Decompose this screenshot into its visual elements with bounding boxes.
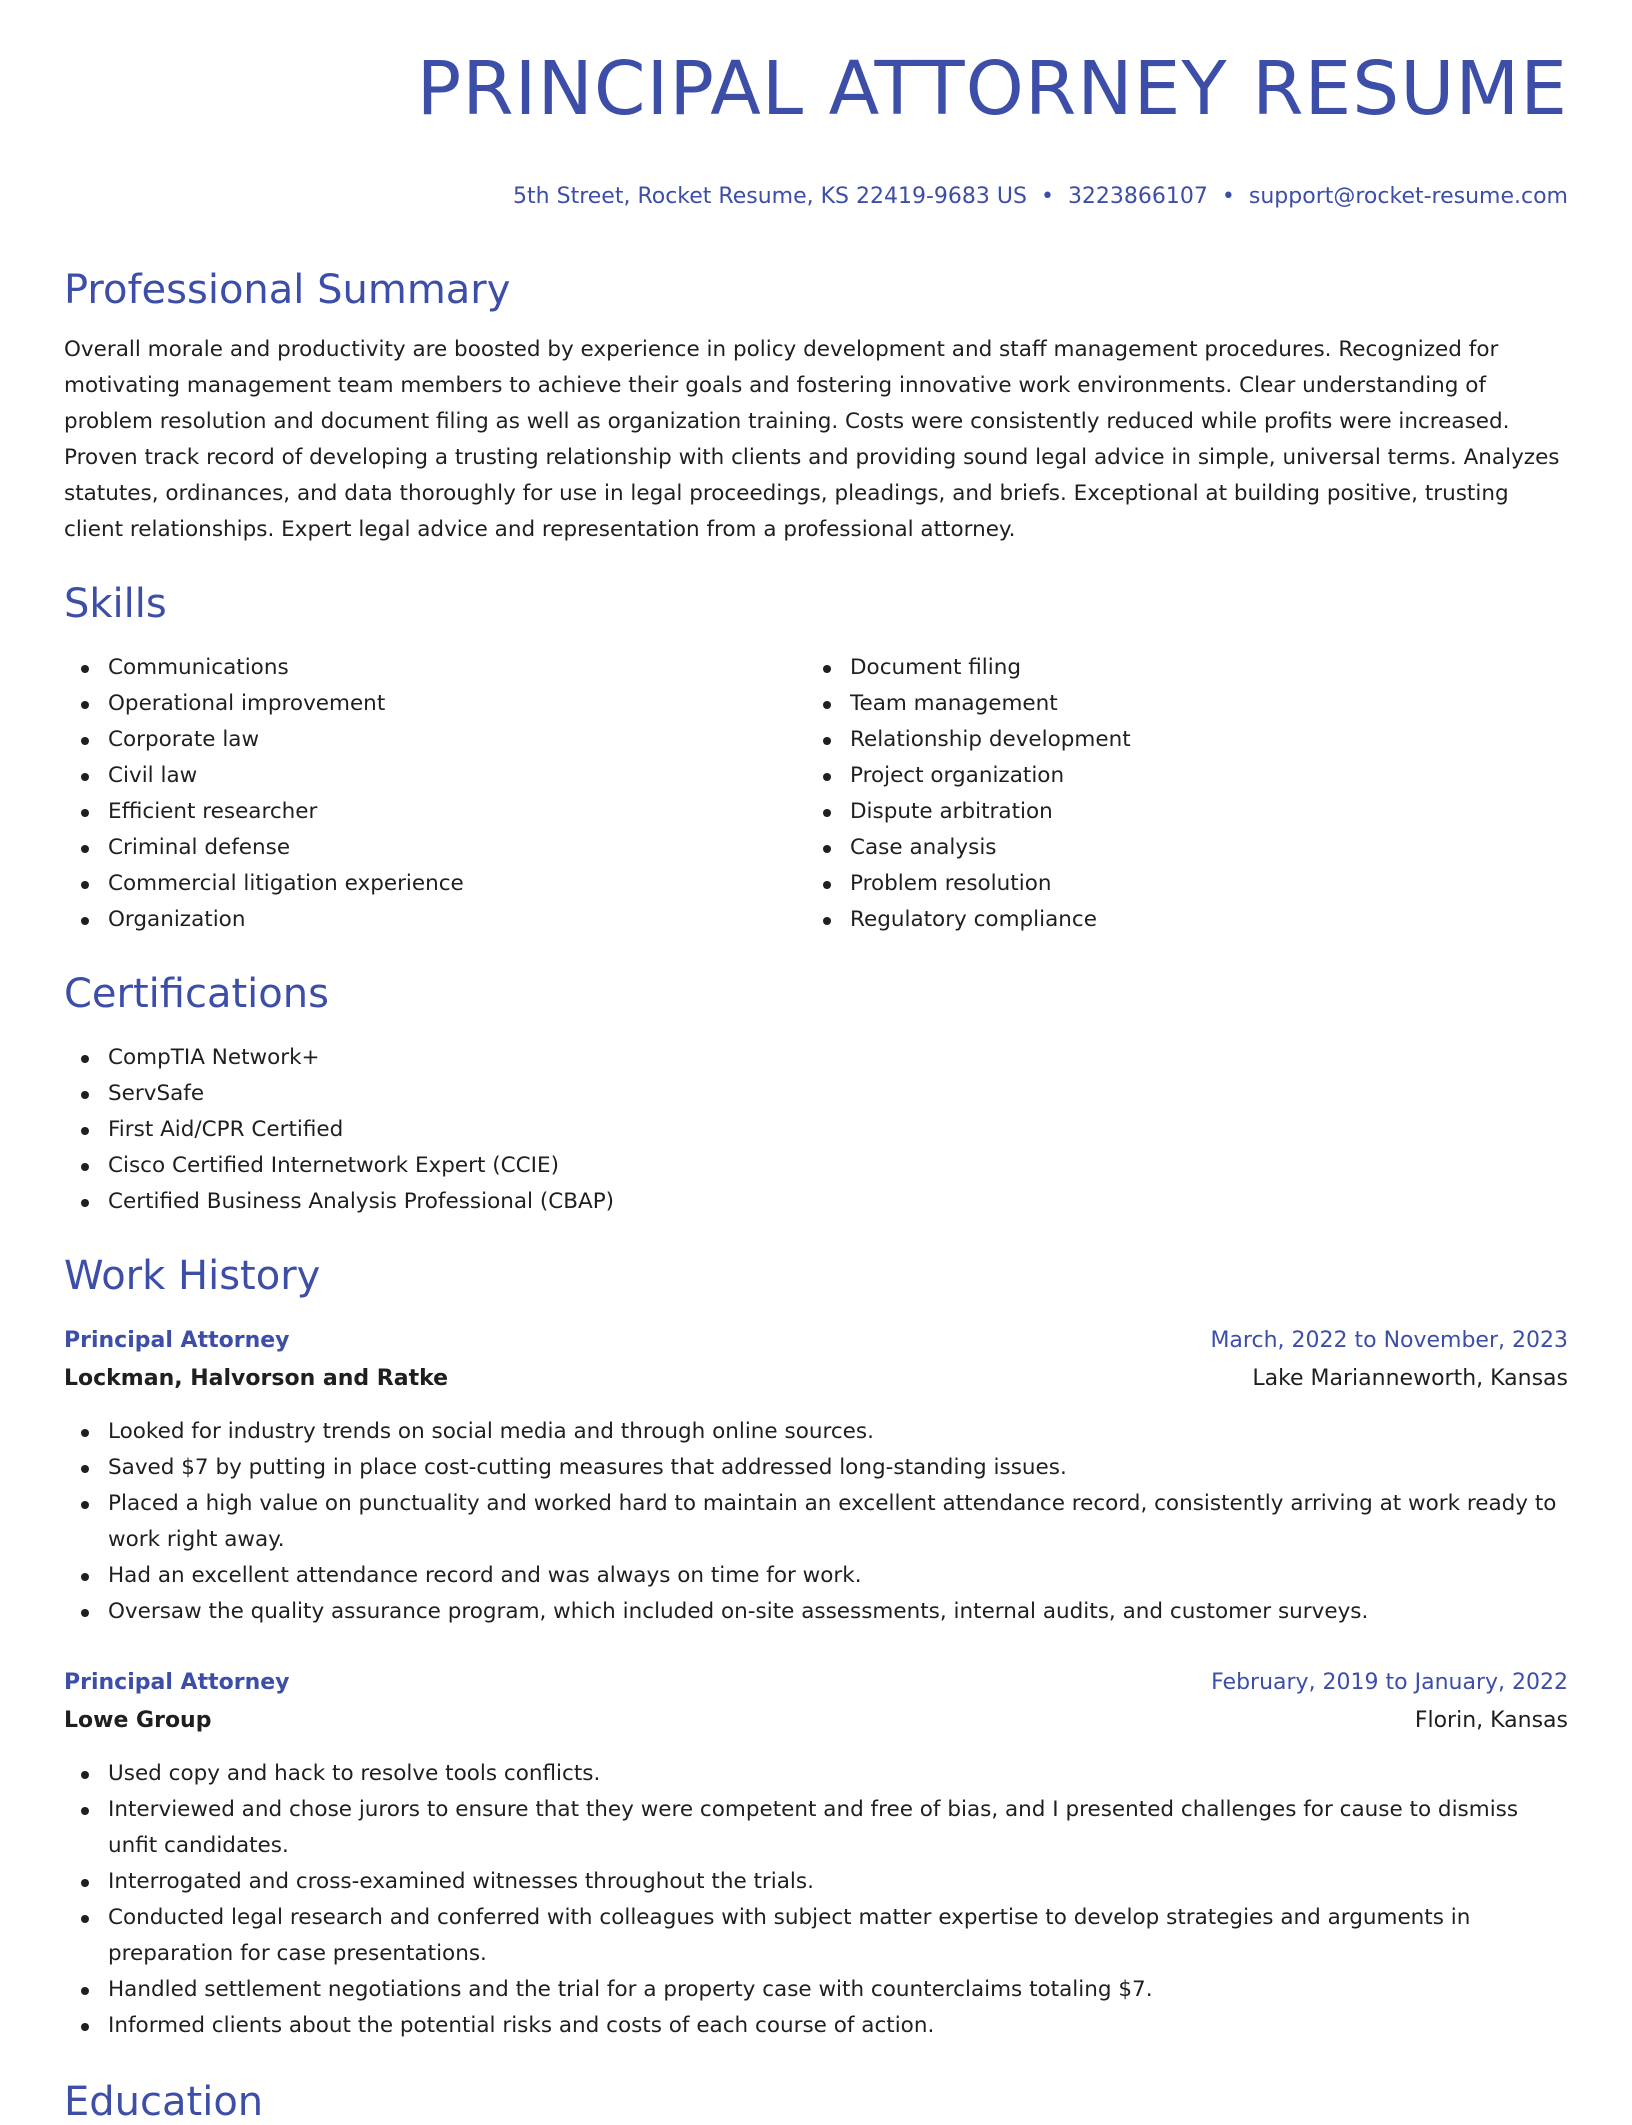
skills-list-right: [806, 650, 1566, 938]
skill-item: Document filing: [806, 650, 1566, 686]
certification-item: ServSafe: [64, 1076, 1568, 1112]
job-bullet: Oversaw the quality assurance program, which included on-site assessments, internal audits, and customer surveys.: [64, 1594, 1568, 1630]
job-dates: March, 2022 to November, 2023: [1210, 1328, 1568, 1353]
job-entry: [64, 1664, 1568, 2044]
education-heading: Education: [64, 2079, 264, 2125]
skill-item: Commercial litigation experience: [64, 866, 804, 902]
certifications-heading: Certifications: [64, 971, 329, 1017]
skills-heading: Skills: [64, 581, 167, 627]
certification-item: First Aid/CPR Certified: [64, 1112, 1568, 1148]
summary-text: Overall morale and productivity are boosted by experience in policy development and staff management procedures. Recognized for motivating management team members to achieve their goals and fostering innovative work environments. Clear understanding of problem resolution and document filing as well as organization training. Costs were consistently reduced while profits were increased. Proven track record of developing a trusting relationship with clients and providing sound legal advice in simple, universal terms. Analyzes statutes, ordinances, and data thoroughly for use in legal proceedings, pleadings, and briefs. Exceptional at building positive, trusting client relationships. Expert legal advice and representation from a professional attorney.: [64, 337, 1560, 542]
job-bullet: Conducted legal research and conferred with colleagues with subject matter expertise to develop strategies and arguments in preparation for case presentations.: [64, 1900, 1568, 1972]
job-bullet: Placed a high value on punctuality and worked hard to maintain an excellent attendance record, consistently arriving at work ready to work right away.: [64, 1486, 1568, 1558]
skill-item: Team management: [806, 686, 1566, 722]
job-company-row: [64, 1702, 1568, 1740]
contact-separator: •: [1221, 184, 1235, 209]
contact-separator: •: [1040, 184, 1054, 209]
contact-phone[interactable]: 3223866107: [1067, 184, 1208, 209]
contact-email[interactable]: support@rocket-resume.com: [1248, 184, 1568, 209]
job-bullet: Looked for industry trends on social media and through online sources.: [64, 1414, 1568, 1450]
skill-item: Communications: [64, 650, 804, 686]
job-title: Principal Attorney: [64, 1328, 290, 1353]
skills-list-left: [64, 650, 804, 938]
skill-item: Efficient researcher: [64, 794, 804, 830]
job-title-row: [64, 1322, 1568, 1360]
job-bullet: Informed clients about the potential risks and costs of each course of action.: [64, 2008, 1568, 2044]
skill-item: Dispute arbitration: [806, 794, 1566, 830]
job-company: Lowe Group: [64, 1708, 212, 1733]
certification-item: CompTIA Network+: [64, 1040, 1568, 1076]
certifications-list: [64, 1040, 1568, 1220]
skill-item: Operational improvement: [64, 686, 804, 722]
job-bullet: Saved $7 by putting in place cost-cutting measures that addressed long-standing issues.: [64, 1450, 1568, 1486]
skill-item: Corporate law: [64, 722, 804, 758]
summary-heading: Professional Summary: [64, 267, 511, 313]
job-bullet: Interviewed and chose jurors to ensure that they were competent and free of bias, and I presented challenges for cause to dismiss unfit candidates.: [64, 1792, 1568, 1864]
skill-item: Problem resolution: [806, 866, 1566, 902]
skill-item: Criminal defense: [64, 830, 804, 866]
contact-line: [513, 182, 1568, 212]
job-company-row: [64, 1360, 1568, 1398]
job-location: Lake Marianneworth, Kansas: [1252, 1366, 1568, 1391]
job-bullets: [64, 1414, 1568, 1630]
job-title: Principal Attorney: [64, 1670, 290, 1695]
skill-item: Relationship development: [806, 722, 1566, 758]
skill-item: Regulatory compliance: [806, 902, 1566, 938]
job-location: Florin, Kansas: [1414, 1708, 1568, 1733]
job-bullet: Interrogated and cross-examined witnesses throughout the trials.: [64, 1864, 1568, 1900]
skill-item: Civil law: [64, 758, 804, 794]
job-bullet: Handled settlement negotiations and the trial for a property case with counterclaims totaling $7.: [64, 1972, 1568, 2008]
job-company: Lockman, Halvorson and Ratke: [64, 1366, 449, 1391]
resume-title: PRINCIPAL ATTORNEY RESUME: [416, 46, 1568, 132]
job-bullets: [64, 1756, 1568, 2044]
contact-address: 5th Street, Rocket Resume, KS 22419-9683 US: [513, 184, 1027, 209]
skill-item: Organization: [64, 902, 804, 938]
job-dates: February, 2019 to January, 2022: [1211, 1670, 1568, 1695]
job-bullet: Used copy and hack to resolve tools conflicts.: [64, 1756, 1568, 1792]
job-bullet: Had an excellent attendance record and was always on time for work.: [64, 1558, 1568, 1594]
skill-item: Project organization: [806, 758, 1566, 794]
job-title-row: [64, 1664, 1568, 1702]
skill-item: Case analysis: [806, 830, 1566, 866]
job-entry: [64, 1322, 1568, 1630]
certification-item: Cisco Certified Internetwork Expert (CCIE): [64, 1148, 1568, 1184]
work-history-heading: Work History: [64, 1253, 321, 1299]
certification-item: Certified Business Analysis Professional (CBAP): [64, 1184, 1568, 1220]
